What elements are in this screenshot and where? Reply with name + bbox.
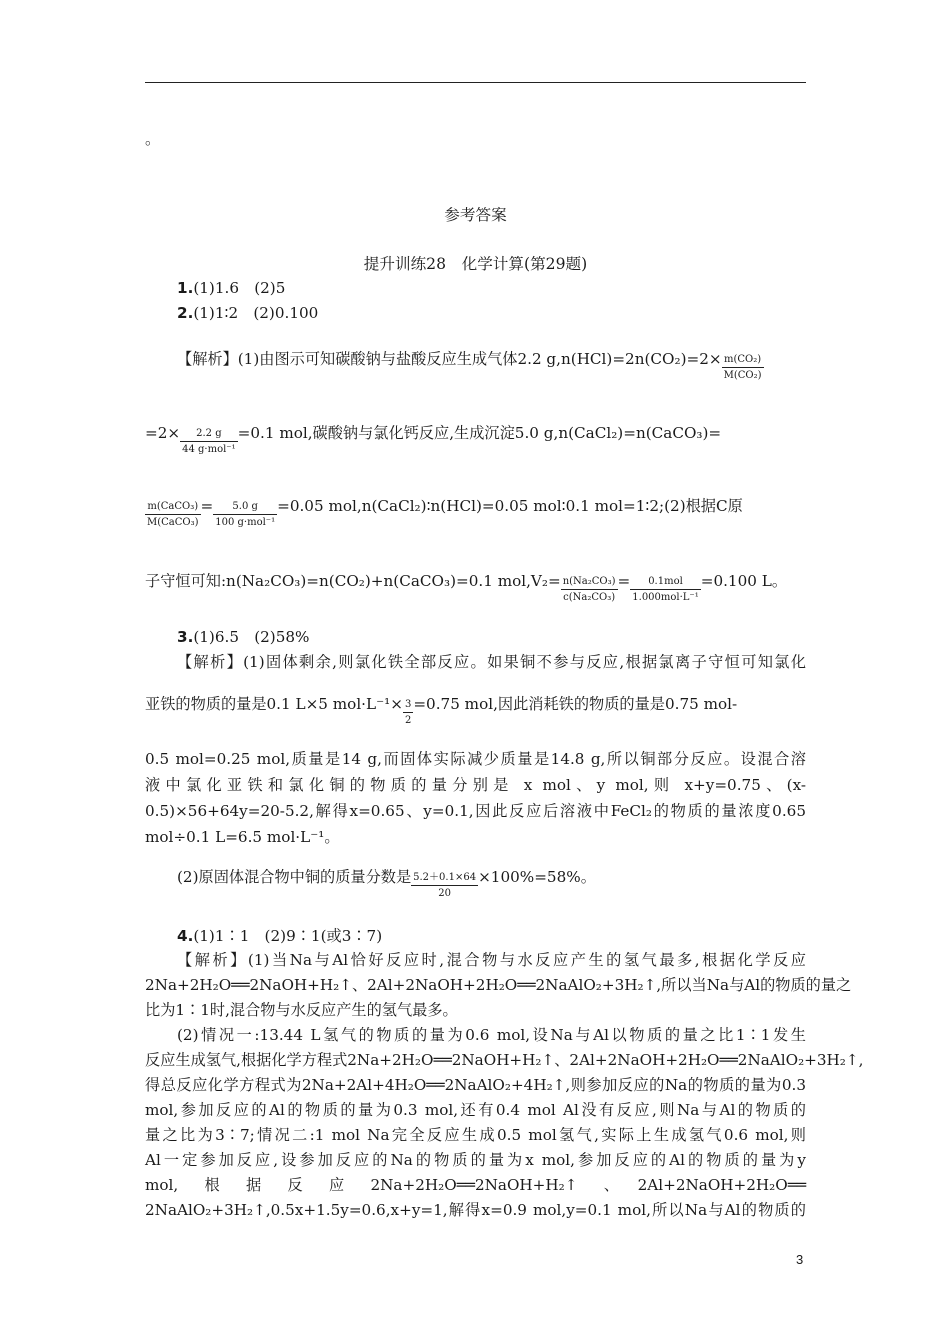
q3-analysis-line-5: 0.5)×56+64y=20-5.2,解得x=0.65、y=0.1,因此反应后溶液中FeCl₂的物质的量浓度0.65	[145, 802, 806, 820]
fraction: $\frac{\text{n(Na₂CO₃)}}{\text{c(Na₂CO₃)}}$	[562, 576, 616, 603]
q4-analysis-line-2: 2Na+2H₂O══2NaOH+H₂↑、2Al+2NaOH+2H₂O══2NaAlO₂+3H₂↑,所以当Na与Al的物质的量之	[145, 976, 852, 994]
q4-analysis-line-9: Al一定参加反应,设参加反应的Na的物质的量为x mol,参加反应的Al的物质的量为y	[145, 1151, 806, 1169]
q4-analysis-line-6: 得总反应化学方程式为2Na+2Al+4H₂O══2NaAlO₂+4H₂↑,则参加反应的Na的物质的量为0.3	[145, 1076, 806, 1094]
q4-analysis-line-4: (2)情况一:13.44 L氢气的物质的量为0.6 mol,设Na与Al以物质的量之比1∶1发生	[177, 1026, 806, 1044]
q4-analysis-line-5: 反应生成氢气,根据化学方程式2Na+2H₂O══2NaOH+H₂↑、2Al+2NaOH+2H₂O══2NaAlO₂+3H₂↑,	[145, 1051, 864, 1069]
q4-analysis-line-8: 量之比为3∶7;情况二:1 mol Na完全反应生成0.5 mol氢气,实际上生成氢气0.6 mol,则	[145, 1126, 806, 1144]
q3-analysis-line-7: (2)原固体混合物中铜的质量分数是 $\frac{5.2+0.1\times 64}{20}$ ×100%=58%。	[177, 868, 596, 899]
fraction: $\frac{\text{0.1mol}}{\text{1.000mol·L⁻¹}}$	[632, 576, 699, 603]
q3-answer: 3.(1)6.5 (2)58%	[177, 628, 310, 646]
fraction: $\frac{5.2+0.1\times 64}{20}$	[413, 872, 477, 899]
q3-analysis-line-6: mol÷0.1 L=6.5 mol·L⁻¹。	[145, 828, 340, 846]
q4-answer: 4.(1)1∶1 (2)9∶1(或3∶7)	[177, 927, 383, 945]
q3-analysis-line-1: 【解析】(1)固体剩余,则氯化铁全部反应。如果铜不参与反应,根据氯离子守恒可知氯化	[177, 653, 806, 671]
fraction: $\frac{\text{m(CaCO₃)}}{\text{M(CaCO₃)}}$	[147, 501, 199, 528]
q3-analysis-line-4: 液中氯化亚铁和氯化铜的物质的量分别是 x mol、y mol,则 x+y=0.75、(x-	[145, 776, 806, 794]
fraction: $\frac{5.0 g}{\text{100 g·mol⁻¹}}$	[215, 501, 276, 528]
header-rule	[145, 82, 806, 83]
page-title: 参考答案	[444, 206, 507, 224]
q3-analysis-line-3: 0.5 mol=0.25 mol,质量是14 g,而固体实际减少质量是14.8 g,所以铜部分反应。设混合溶	[145, 750, 806, 768]
q3-analysis-line-2: 亚铁的物质的量是0.1 L×5 mol·L⁻¹× $\frac{3}{2}$ =0.75 mol,因此消耗铁的物质的量是0.75 mol-	[145, 695, 738, 726]
q4-analysis-line-7: mol,参加反应的Al的物质的量为0.3 mol,还有0.4 mol Al没有反应,则Na与Al的物质的	[145, 1101, 806, 1119]
fraction: $\frac{2.2 g}{\text{44 g·mol⁻¹}}$	[182, 428, 236, 455]
q4-analysis-line-3: 比为1∶1时,混合物与水反应产生的氢气最多。	[145, 1001, 458, 1019]
q1-answer: 1.(1)1.6 (2)5	[177, 279, 286, 297]
section-title: 提升训练28 化学计算(第29题)	[363, 255, 588, 273]
q2-analysis-line-3: $\frac{\text{m(CaCO₃)}}{\text{M(CaCO₃)}}$ = $\frac{5.0 g}{\text{100 g·mol⁻¹}}$ =0.05 mol,n(CaCl₂)∶n(HCl)=0.05 mol∶0.1 mol=1∶2;(2)根据C原	[147, 497, 743, 528]
q4-analysis-line-10: mol, 根 据 反 应 2Na+2H₂O══2NaOH+H₂↑ 、 2Al+2NaOH+2H₂O══	[145, 1176, 806, 1194]
q2-analysis-line-1: 【解析】(1)由图示可知碳酸钠与盐酸反应生成气体2.2 g,n(HCl)=2n(CO₂)=2× $\frac{\text{m(CO₂)}}{\text{M(CO₂)}}$	[177, 350, 762, 381]
page-number: 3	[796, 1252, 804, 1267]
q2-answer: 2.(1)1∶2 (2)0.100	[177, 304, 319, 322]
q2-analysis-line-4: 子守恒可知:n(Na₂CO₃)=n(CO₂)+n(CaCO₃)=0.1 mol,V₂= $\frac{\text{n(Na₂CO₃)}}{\text{c(Na₂CO₃)}}$ = $\frac{\text{0.1mol}}{\text{1.000mol·L⁻¹}}$ =0.100 L。	[145, 572, 788, 603]
stray-mark: 。	[145, 130, 161, 148]
q4-analysis-line-1: 【解析】(1)当Na与Al恰好反应时,混合物与水反应产生的氢气最多,根据化学反应	[177, 951, 806, 969]
fraction: $\frac{3}{2}$	[404, 699, 412, 726]
fraction: $\frac{\text{m(CO₂)}}{\text{M(CO₂)}}$	[723, 354, 762, 381]
q4-analysis-line-11: 2NaAlO₂+3H₂↑,0.5x+1.5y=0.6,x+y=1,解得x=0.9 mol,y=0.1 mol,所以Na与Al的物质的	[145, 1201, 806, 1219]
q2-analysis-line-2: =2× $\frac{2.2 g}{\text{44 g·mol⁻¹}}$ =0.1 mol,碳酸钠与氯化钙反应,生成沉淀5.0 g,n(CaCl₂)=n(CaCO₃)=	[145, 424, 722, 455]
